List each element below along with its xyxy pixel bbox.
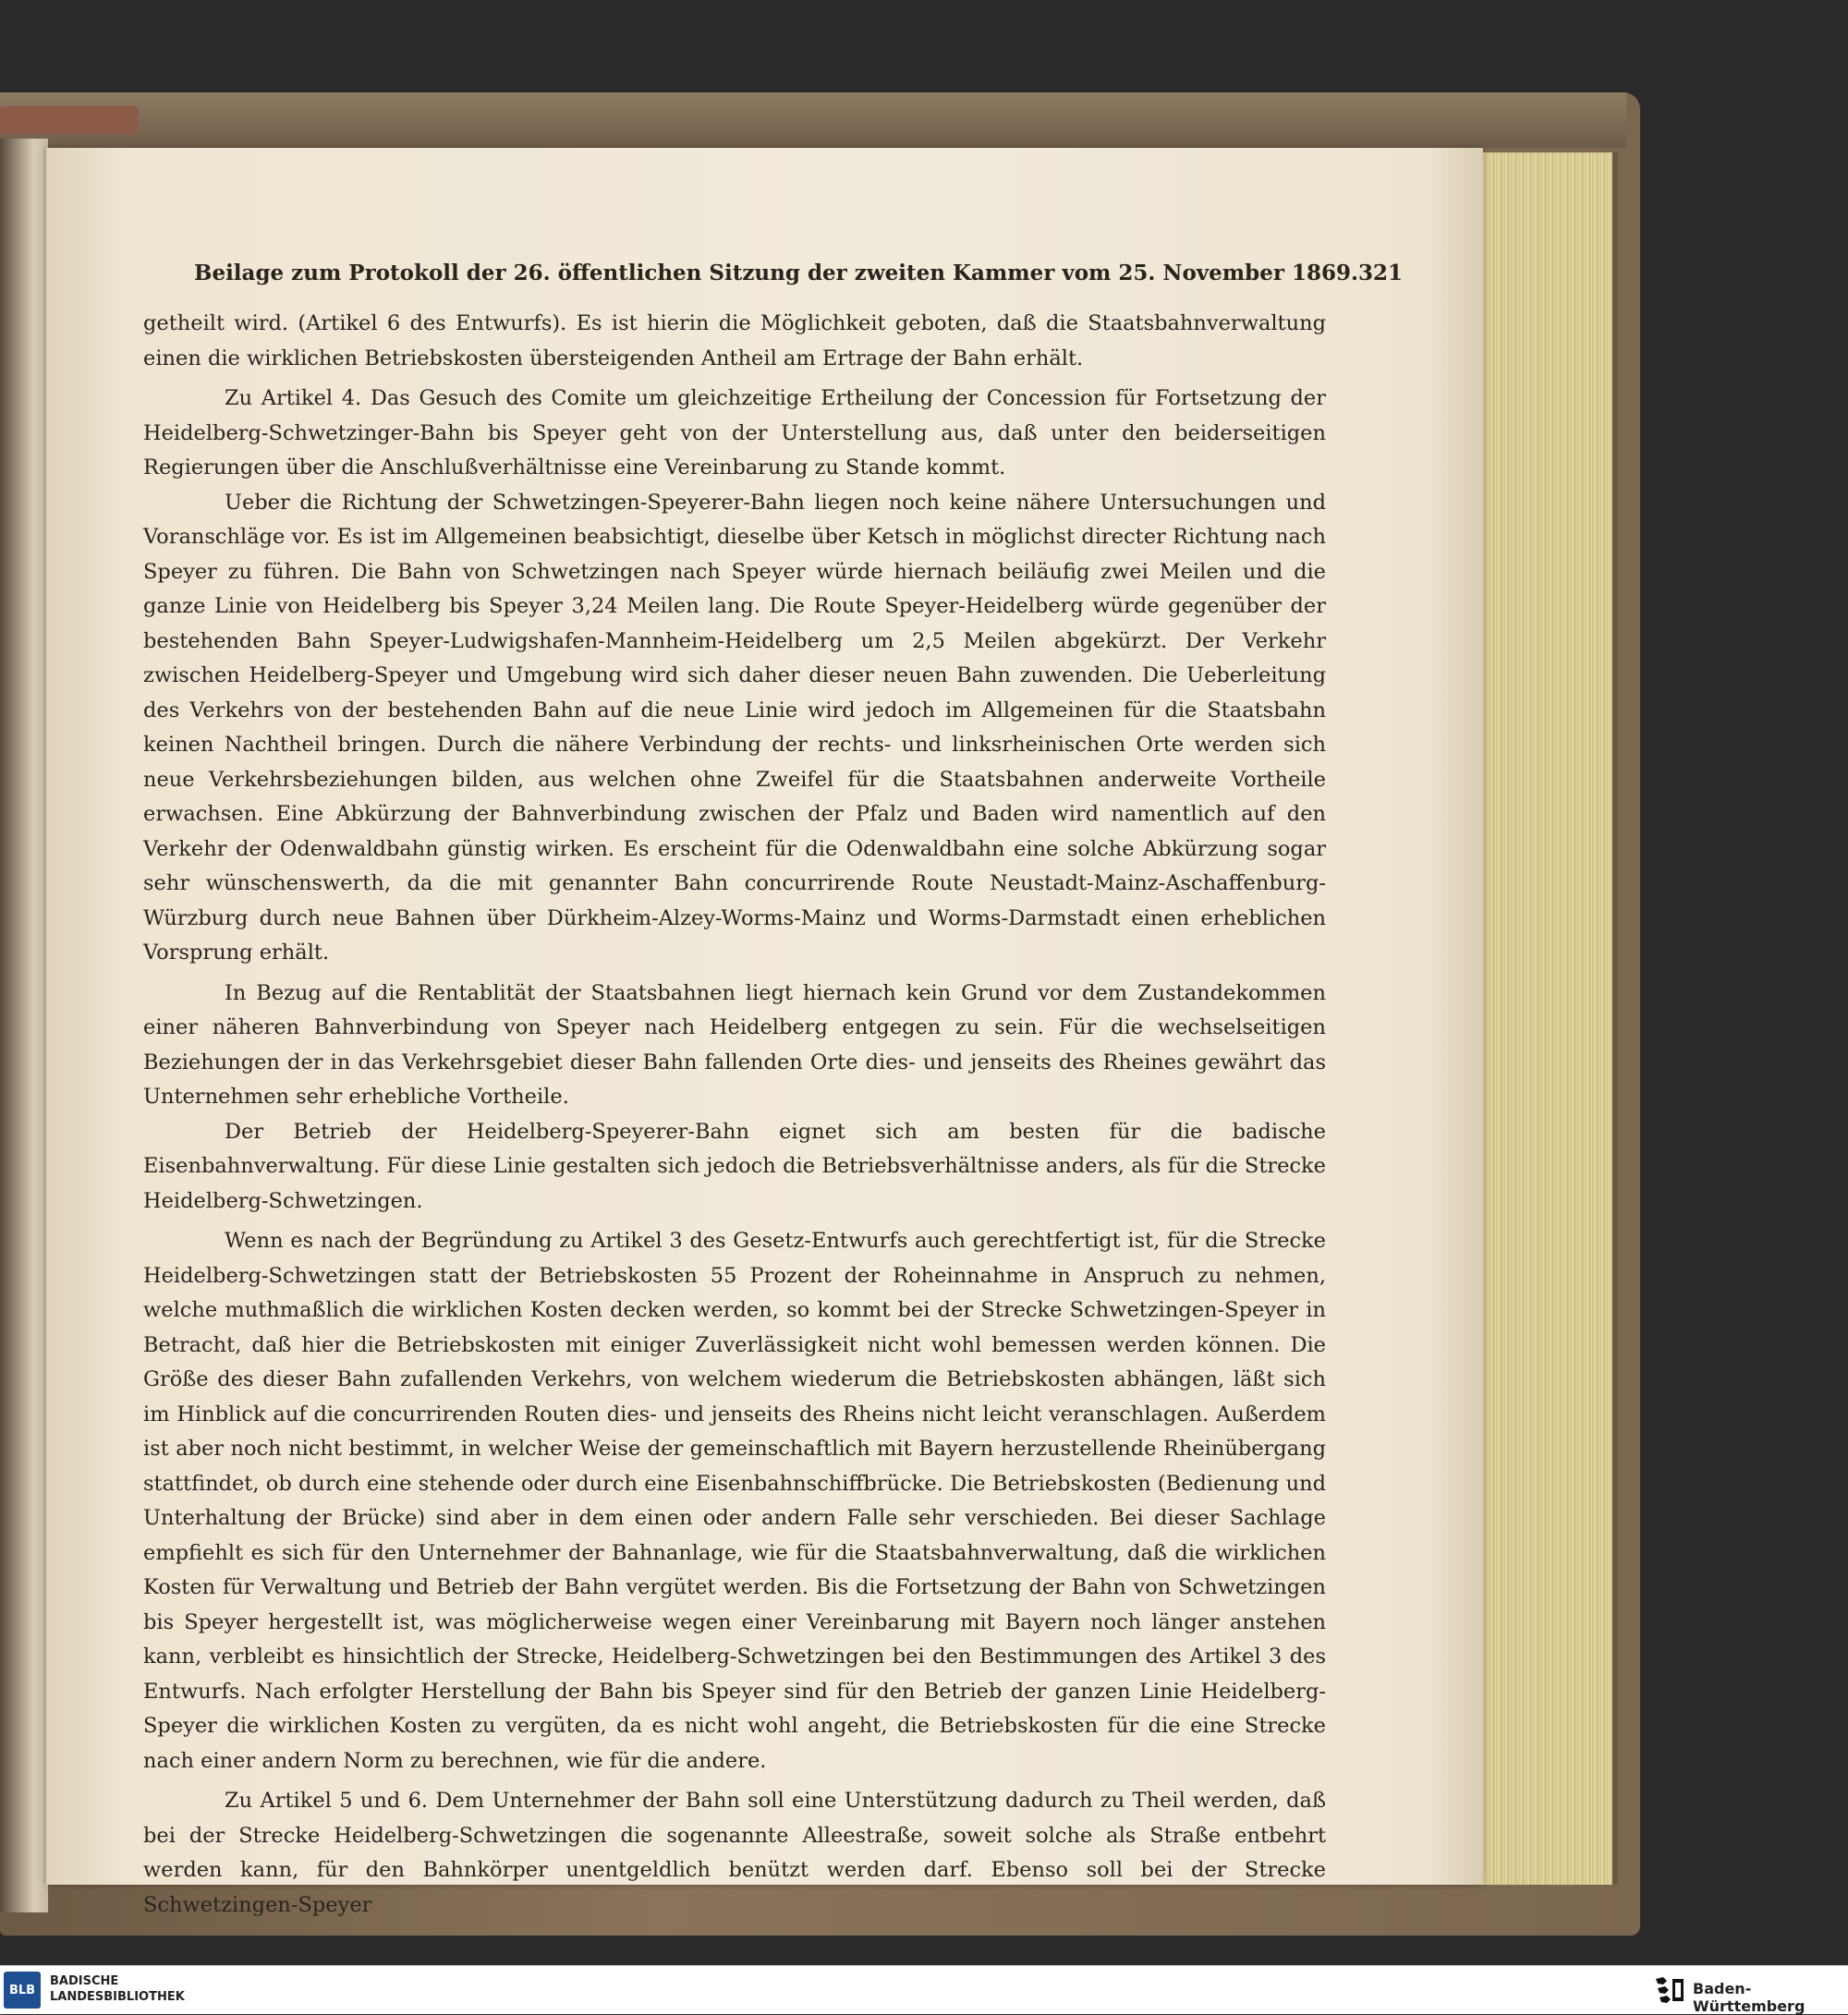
book-gutter	[0, 139, 48, 1912]
page-body	[143, 307, 1326, 1923]
coat-of-arms-icon	[1654, 1975, 1685, 2005]
page-edge-stack	[1474, 152, 1618, 1885]
paragraph: Der Betrieb der Heidelberg-Speyerer-Bahn eignet sich am besten für die badische Eisenbahnverwaltung. Für diese Linie gestalten sich jedoch die Betriebsverhältnisse anders, als für die Strecke Heidelberg-Schwetzingen.	[143, 1119, 1326, 1213]
library-name-line1: BADISCHE	[50, 1974, 119, 1988]
footer-bar	[0, 1965, 1848, 2014]
paragraph: In Bezug auf die Rentablität der Staatsbahnen liegt hiernach kein Grund vor dem Zustandekommen einer näheren Bahnverbindung von Speyer nach Heidelberg entgegen zu sein. Für die wechselseitigen Beziehungen der in das Verkehrsgebiet dieser Bahn fallenden Orte dies- und jenseits des Rheines gewährt das Unternehmen sehr erhebliche Vortheile.	[143, 980, 1326, 1109]
blb-logo-text: BLB	[8, 1983, 36, 1997]
paragraph: Ueber die Richtung der Schwetzingen-Speyerer-Bahn liegen noch keine nähere Untersuchungen und Voranschläge vor. Es ist im Allgemeinen beabsichtigt, dieselbe über Ketsch in möglichst directer Richtung nach Speyer zu führen. Die Bahn von Schwetzingen nach Speyer würde hiernach beiläufig zwei Meilen und die ganze Linie von Heidelberg bis Speyer 3,24 Meilen lang. Die Route Speyer-Heidelberg würde gegenüber der bestehenden Bahn Speyer-Ludwigshafen-Mannheim-Heidelberg um 2,5 Meilen abgekürzt. Der Verkehr zwischen Heidelberg-Speyer und Umgebung wird sich daher dieser neuen Bahn zuwenden. Die Ueberleitung des Verkehrs von der bestehenden Bahn auf die neue Linie wird jedoch im Allgemeinen für die Staatsbahn keinen Nachtheil bringen. Durch die nähere Verbindung der rechts- und linksrheinischen Orte werden sich neue Verkehrsbeziehungen bilden, aus welchen ohne Zweifel für die Staatsbahnen anderweite Vortheile erwachsen. Eine Abkürzung der Bahnverbindung zwischen der Pfalz und Baden wird namentlich auf den Verkehr der Odenwaldbahn günstig wirken. Es erscheint für die Odenwaldbahn eine solche Abkürzung sogar sehr wünschenswerth, da die mit genannter Bahn concurrirende Route Neustadt-Mainz-Aschaffenburg-Würzburg durch neue Bahnen über Dürkheim-Alzey-Worms-Mainz und Worms-Darmstadt einen erheblichen Vorsprung erhält.	[143, 490, 1326, 965]
library-name-line2: LANDESBIBLIOTHEK	[50, 1990, 185, 2004]
header-title: Beilage zum Protokoll der 26. öffentlichen Sitzung der zweiten Kammer vom 25. November 1869.	[194, 261, 1358, 285]
blb-logo[interactable]	[4, 1972, 41, 2009]
book-cover-top-edge	[0, 92, 1626, 148]
running-header	[194, 261, 1403, 285]
paragraph: getheilt wird. (Artikel 6 des Entwurfs). Es ist hierin die Möglichkeit geboten, daß die Staatsbahnverwaltung einen die wirklichen Betriebskosten übersteigenden Antheil am Ertrage der Bahn erhält.	[143, 311, 1326, 370]
page-number: 321	[1357, 261, 1403, 285]
library-name[interactable]	[50, 1973, 185, 2005]
baden-wuerttemberg-label[interactable]: Baden-Württemberg	[1693, 1980, 1805, 2015]
paragraph: Zu Artikel 5 und 6. Dem Unternehmer der Bahn soll eine Unterstützung dadurch zu Theil werden, daß bei der Strecke Heidelberg-Schwetzingen die sogenannte Alleestraße, soweit solche als Straße entbehrt werden kann, für den Bahnkörper unentgeldlich benützt werden darf. Ebenso soll bei der Strecke Schwetzingen-Speyer	[143, 1789, 1326, 1917]
binding-strip	[0, 106, 139, 134]
paragraph: Wenn es nach der Begründung zu Artikel 3 des Gesetz-Entwurfs auch gerechtfertigt ist, für die Strecke Heidelberg-Schwetzingen statt der Betriebskosten 55 Prozent der Roheinnahme in Anspruch zu nehmen, welche muthmaßlich die wirklichen Kosten decken werden, so kommt bei der Strecke Schwetzingen-Speyer in Betracht, daß hier die Betriebskosten mit einiger Zuverlässigkeit nicht wohl bemessen werden können. Die Größe des dieser Bahn zufallenden Verkehrs, von welchem wiederum die Betriebskosten abhängen, läßt sich im Hinblick auf die concurrirenden Routen dies- und jenseits des Rheins nicht leicht veranschlagen. Außerdem ist aber noch nicht bestimmt, in welcher Weise der gemeinschaftlich mit Bayern herzustellende Rheinübergang stattfindet, ob durch eine stehende oder durch eine Eisenbahnschiffbrücke. Die Betriebskosten (Bedienung und Unterhaltung der Brücke) sind aber in dem einen oder andern Falle sehr verschieden. Bei dieser Sachlage empfiehlt es sich für den Unternehmer der Bahnanlage, wie für die Staatsbahnverwaltung, daß die wirklichen Kosten für Verwaltung und Betrieb der Bahn vergütet werden. Bis die Fortsetzung der Bahn von Schwetzingen bis Speyer hergestellt ist, was möglicherweise wegen einer Vereinbarung mit Bayern noch länger anstehen kann, verbleibt es hinsichtlich der Strecke, Heidelberg-Schwetzingen bei den Bestimmungen des Artikel 3 des Entwurfs. Nach erfolgter Herstellung der Bahn bis Speyer sind für den Betrieb der ganzen Linie Heidelberg-Speyer die wirklichen Kosten zu vergüten, da es nicht wohl angeht, die Betriebskosten für die eine Strecke nach einer andern Norm zu berechnen, wie für die andere.	[143, 1229, 1326, 1773]
paragraph: Zu Artikel 4. Das Gesuch des Comite um gleichzeitige Ertheilung der Concession für Fortsetzung der Heidelberg-Schwetzinger-Bahn bis Speyer geht von der Unterstellung aus, daß unter den beiderseitigen Regierungen über die Anschlußverhältnisse eine Vereinbarung zu Stande kommt.	[143, 386, 1326, 479]
